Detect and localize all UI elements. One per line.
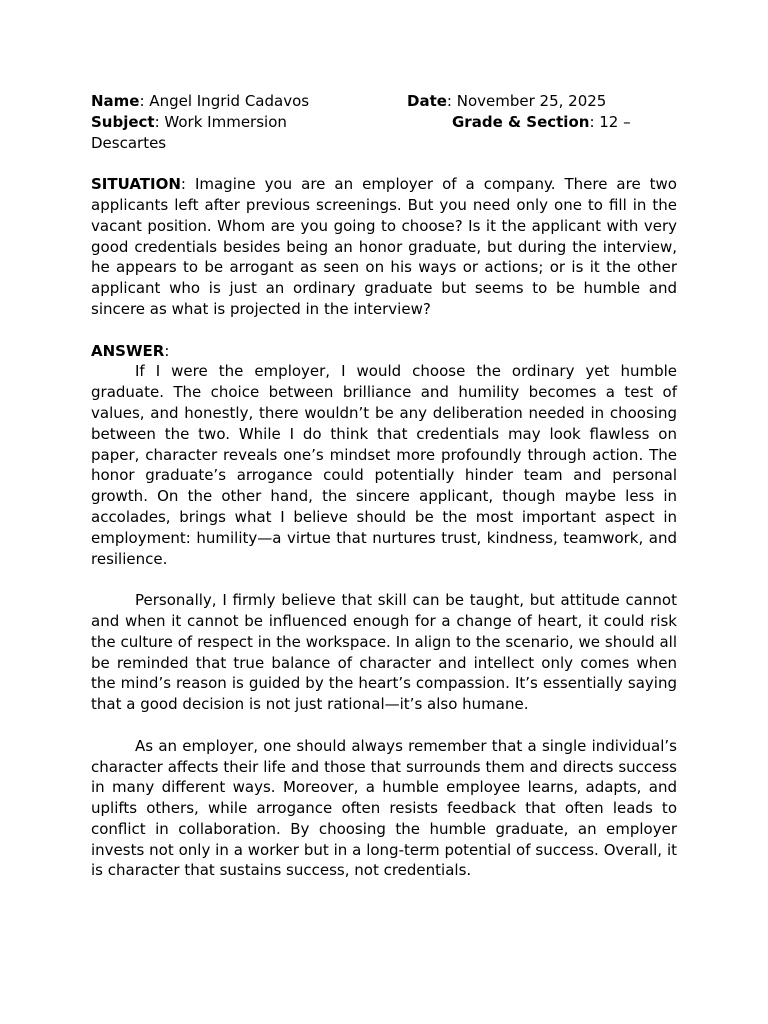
header-row-3 — [91, 133, 677, 154]
answer-paragraph-1: If I were the employer, I would choose the ordinary yet humble graduate. The choice between brilliance and humility becomes a test of values, and honestly, there wouldn’t be any deliberation needed in choosing between the two. While I do think that credentials may look flawless on paper, character reveals one’s mindset more profoundly through action. The honor graduate’s arrogance could potentially hinder team and personal growth. On the other hand, the sincere applicant, though maybe less in accolades, brings what I believe should be the most important aspect in employment: humility—a virtue that nurtures trust, kindness, teamwork, and resilience. — [91, 362, 677, 568]
grade-label: Grade & Section — [452, 112, 590, 131]
grade-field — [452, 112, 631, 133]
header-row-2 — [91, 112, 677, 133]
spacer — [91, 153, 677, 174]
answer-label: ANSWER — [91, 341, 165, 360]
situation-text: : Imagine you are an employer of a company. There are two applicants left after previous screenings. But you need only one to fill in the vacant position. Whom are you going to choose? Is it the applicant with very good credentials besides being an honor graduate, but during the interview, he appears to be arrogant as seen on his ways or actions; or is it the other applicant who is just an ordinary graduate but seems to be humble and sincere as what is projected in the interview? — [91, 175, 677, 318]
header-row-1 — [91, 91, 677, 112]
date-value: : November 25, 2025 — [446, 92, 607, 110]
name-field — [91, 92, 309, 110]
answer-paragraph-3: As an employer, one should always remember that a single individual’s character affects their life and those that surrounds them and directs success in many different ways. Moreover, a humble employee learns, adapts, and uplifts others, while arrogance often resists feedback that often leads to conflict in collaboration. By choosing the humble graduate, an employer invests not only in a worker but in a long-term potential of success. Overall, it is character that sustains success, not credentials. — [91, 736, 677, 880]
subject-label: Subject — [91, 112, 155, 131]
document-page — [91, 91, 677, 881]
situation-paragraph — [91, 174, 677, 320]
name-label: Name — [91, 92, 140, 110]
answer-heading — [91, 341, 677, 362]
grade-value: : 12 – — [589, 112, 631, 131]
spacer — [91, 715, 677, 736]
grade-continued: Descartes — [91, 133, 167, 152]
name-value: : Angel Ingrid Cadavos — [139, 92, 310, 110]
answer-paragraph-2: Personally, I firmly believe that skill can be taught, but attitude cannot and when it cannot be influenced enough for a change of heart, it could risk the culture of respect in the workspace. In align to the scenario, we should all be reminded that true balance of character and intellect only comes when the mind’s reason is guided by the heart’s compassion. It’s essentially saying that a good decision is not just rational—it’s also humane. — [91, 591, 677, 714]
subject-value: : Work Immersion — [154, 112, 287, 131]
spacer — [91, 320, 677, 341]
date-label: Date — [407, 92, 447, 110]
situation-label: SITUATION — [91, 175, 181, 194]
subject-field — [91, 113, 287, 131]
date-field — [407, 91, 606, 112]
spacer — [91, 569, 677, 590]
answer-colon: : — [164, 341, 170, 360]
